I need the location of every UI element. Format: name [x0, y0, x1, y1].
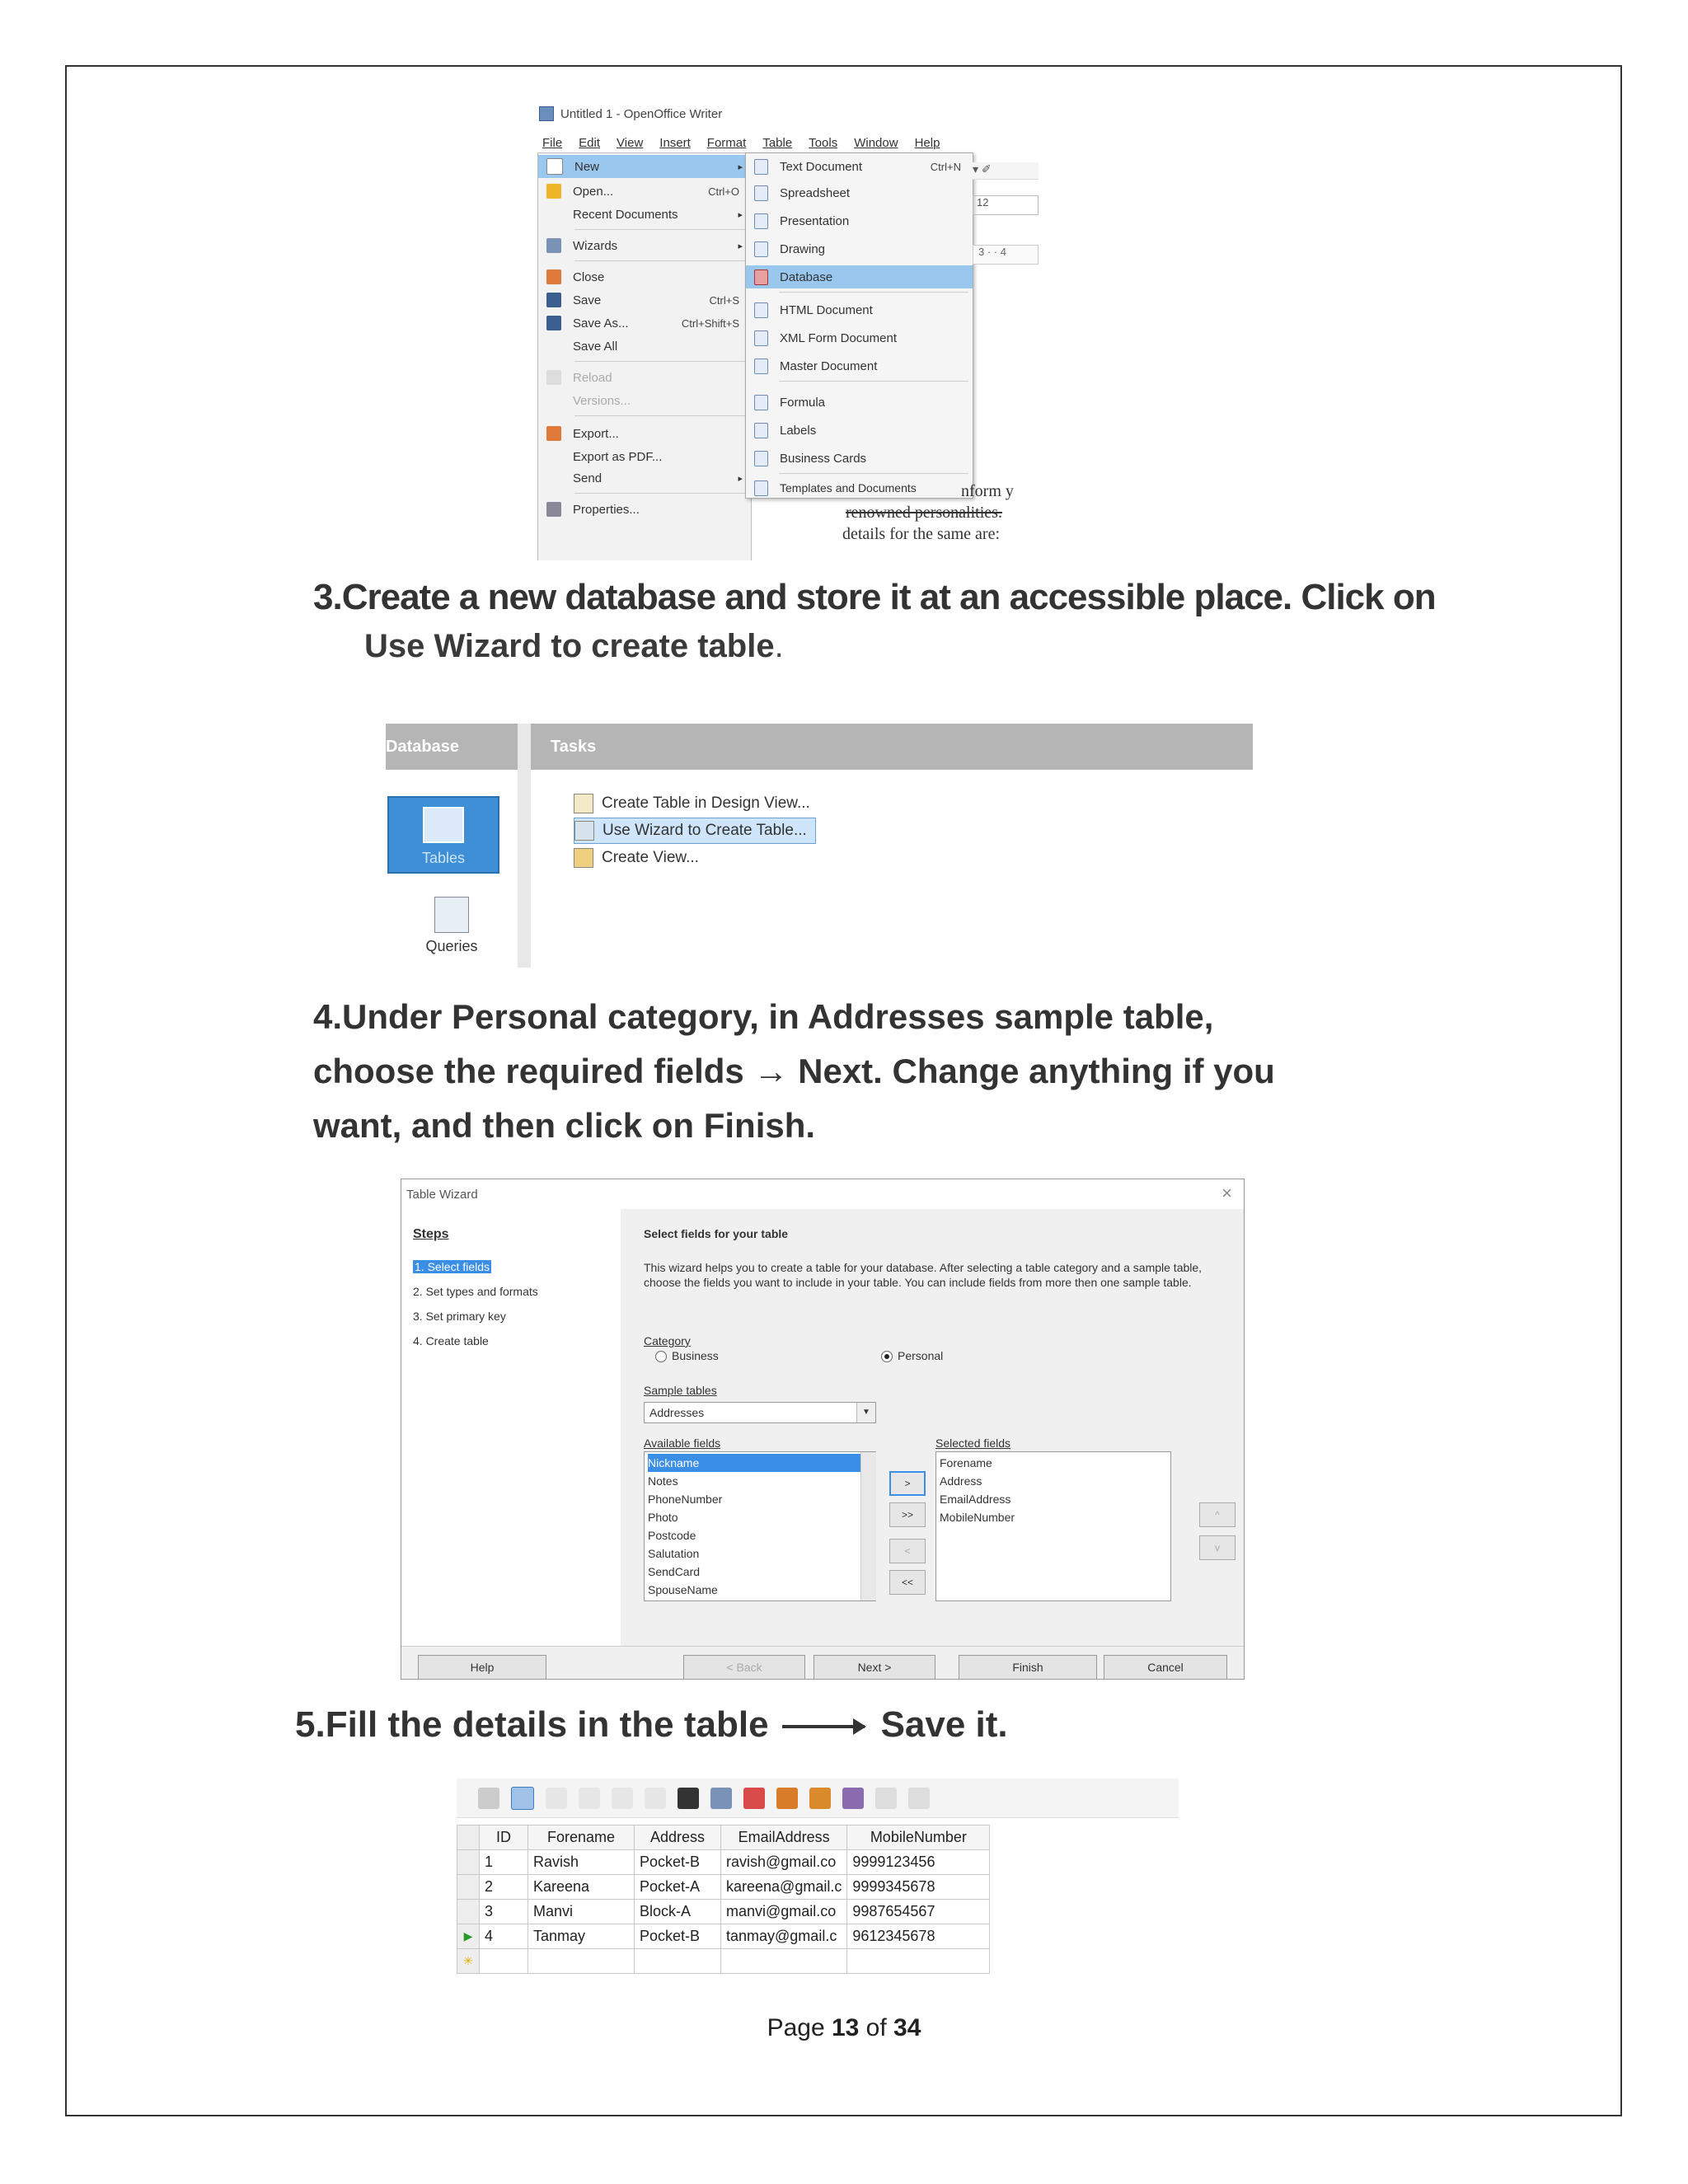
table-cell[interactable]: 9999345678: [847, 1875, 990, 1900]
table-cell[interactable]: 1: [480, 1850, 528, 1875]
tables-label: Tables: [421, 850, 466, 866]
selected-fields-list[interactable]: [935, 1451, 1171, 1601]
step5-save-text: Save it.: [880, 1704, 1008, 1745]
open-folder-icon: [546, 184, 561, 199]
export-icon: [546, 426, 561, 441]
menu-window[interactable]: Window: [854, 135, 898, 150]
table-cell[interactable]: kareena@gmail.c: [721, 1875, 847, 1900]
formula-icon: [754, 395, 768, 410]
list-item[interactable]: Postcode: [648, 1529, 696, 1542]
templates-icon: [754, 480, 768, 496]
database-icon: [754, 269, 768, 285]
menu-separator: [574, 260, 748, 261]
table-data-screenshot: [457, 1779, 1179, 2014]
step3-subheading: [364, 628, 784, 665]
file-menu-item-new[interactable]: New ▸: [538, 155, 751, 178]
column-header[interactable]: EmailAddress: [721, 1825, 847, 1850]
sort-ascending-icon[interactable]: [743, 1788, 765, 1809]
menu-separator: [574, 229, 748, 230]
document-body-text: [842, 480, 1043, 545]
table-cell[interactable]: manvi@gmail.co: [721, 1900, 847, 1924]
task-label: Create Table in Design View...: [602, 794, 810, 812]
table-cell[interactable]: tanmay@gmail.c: [721, 1924, 847, 1949]
page-number-prefix: Page: [767, 2014, 832, 2041]
xml-form-icon: [754, 330, 768, 346]
table-cell[interactable]: [528, 1949, 635, 1974]
move-up-button[interactable]: ^: [1199, 1502, 1236, 1527]
html-document-icon: [754, 302, 768, 318]
save-record-icon[interactable]: [478, 1788, 499, 1809]
doc-line-3: details for the same are:: [842, 525, 1001, 543]
menu-tools[interactable]: Tools: [809, 135, 838, 150]
table-cell[interactable]: Tanmay: [528, 1924, 635, 1949]
window-title-bar: [536, 103, 1043, 124]
master-document-icon: [754, 359, 768, 374]
autofilter-icon[interactable]: [842, 1788, 864, 1809]
file-menu-item-reload[interactable]: Reload: [538, 366, 751, 389]
remove-filter-icon[interactable]: [908, 1788, 930, 1809]
task-create-table-design[interactable]: [574, 791, 810, 816]
writer-app-icon: [539, 106, 554, 121]
new-row-marker[interactable]: ✳: [457, 1949, 480, 1974]
page-total: 34: [893, 2014, 921, 2041]
queries-tile[interactable]: [410, 897, 493, 963]
task-label: Use Wizard to Create Table...: [603, 822, 807, 839]
table-toolbar: [457, 1779, 1179, 1818]
menu-table[interactable]: Table: [762, 135, 793, 150]
business-label: Business: [672, 1349, 719, 1362]
list-item[interactable]: Notes: [648, 1474, 678, 1488]
page-number: [0, 2014, 1688, 2042]
font-size-box[interactable]: 12: [973, 195, 1039, 215]
file-menu-item-send[interactable]: Send ▸: [538, 466, 751, 490]
recent-icon: [546, 207, 561, 222]
list-item[interactable]: SendCard: [648, 1565, 701, 1578]
writer-toolbar-fragment: [973, 152, 1043, 400]
wizard-body: [621, 1209, 1244, 1646]
finish-button[interactable]: Finish: [959, 1655, 1097, 1680]
step5-text: 5.Fill the details in the table: [295, 1704, 769, 1745]
menu-separator: [574, 493, 748, 494]
next-button[interactable]: Next >: [814, 1655, 935, 1680]
file-menu-item-save-all[interactable]: Save All: [538, 335, 751, 358]
step4-line-1: 4.Under Personal category, in Addresses sample table,: [313, 997, 1214, 1036]
table-cell[interactable]: Pocket-B: [635, 1850, 721, 1875]
doc-line-2: renowned personalities.: [846, 504, 1002, 522]
table-cell[interactable]: [635, 1949, 721, 1974]
table-cell[interactable]: 9612345678: [847, 1924, 990, 1949]
table-cell[interactable]: Ravish: [528, 1850, 635, 1875]
new-submenu: [745, 152, 973, 499]
step-select-fields[interactable]: 1. Select fields: [415, 1260, 490, 1273]
table-icon: [423, 807, 464, 843]
list-item[interactable]: Nickname: [648, 1454, 872, 1472]
table-row: [457, 1875, 990, 1900]
new-item-business-cards[interactable]: Business Cards: [746, 447, 973, 470]
ruler: 3 · · 4: [973, 245, 1039, 265]
menu-view[interactable]: View: [617, 135, 644, 150]
spreadsheet-icon: [754, 185, 768, 201]
menu-bar: [536, 133, 1043, 152]
steps-heading: Steps: [413, 1227, 449, 1241]
step-create-table[interactable]: 4. Create table: [413, 1334, 489, 1347]
move-all-right-button[interactable]: >>: [889, 1502, 926, 1527]
wizard-icon: [574, 821, 594, 841]
table-cell[interactable]: Kareena: [528, 1875, 635, 1900]
page-number-of: of: [859, 2014, 894, 2041]
help-button[interactable]: Help: [418, 1655, 546, 1680]
new-item-text-document[interactable]: Text Document Ctrl+N: [746, 155, 973, 178]
new-item-labels[interactable]: Labels: [746, 419, 973, 442]
table-cell[interactable]: ravish@gmail.co: [721, 1850, 847, 1875]
table-cell[interactable]: 4: [480, 1924, 528, 1949]
save-all-icon: [546, 339, 561, 354]
menu-separator: [574, 415, 748, 416]
back-button[interactable]: < Back: [683, 1655, 805, 1680]
new-item-database[interactable]: Database: [746, 265, 973, 288]
menu-insert[interactable]: Insert: [659, 135, 691, 150]
column-header[interactable]: Forename: [528, 1825, 635, 1850]
step-set-primary-key[interactable]: 3. Set primary key: [413, 1310, 506, 1323]
table-cell[interactable]: [480, 1949, 528, 1974]
openoffice-menu-screenshot: [536, 103, 1043, 560]
menu-separator: [779, 473, 968, 474]
toolbar-dropdown[interactable]: ▾ ✐: [973, 162, 1039, 180]
presentation-icon: [754, 213, 768, 229]
table-row: [457, 1924, 990, 1949]
move-right-button[interactable]: >: [889, 1471, 926, 1496]
menu-separator: [574, 361, 748, 362]
menu-file[interactable]: File: [542, 135, 563, 150]
personal-radio[interactable]: [881, 1351, 893, 1362]
paste-icon[interactable]: [612, 1788, 633, 1809]
cut-icon[interactable]: [546, 1788, 567, 1809]
data-table: [457, 1825, 990, 1974]
menu-format[interactable]: Format: [706, 135, 747, 150]
column-header[interactable]: MobileNumber: [847, 1825, 990, 1850]
step3-heading: 3.Create a new database and store it at an accessible place. Click on: [313, 577, 1436, 617]
new-doc-icon: [546, 158, 563, 175]
close-icon[interactable]: ×: [1221, 1183, 1232, 1203]
wizard-icon: [546, 238, 561, 253]
view-icon: [574, 848, 593, 868]
cancel-button[interactable]: Cancel: [1104, 1655, 1227, 1680]
labels-icon: [754, 423, 768, 438]
personal-label: Personal: [898, 1349, 944, 1362]
form-icon[interactable]: [710, 1788, 732, 1809]
available-fields-label: Available fields: [644, 1436, 721, 1450]
move-left-button[interactable]: <: [889, 1539, 926, 1563]
file-menu-item-save-as[interactable]: Save As... Ctrl+Shift+S: [538, 312, 751, 335]
drawing-icon: [754, 241, 768, 257]
window-title: Untitled 1 - OpenOffice Writer: [560, 106, 723, 121]
list-item[interactable]: MobileNumber: [940, 1511, 1015, 1524]
file-menu-item-close[interactable]: Close: [538, 265, 751, 288]
table-cell[interactable]: 9987654567: [847, 1900, 990, 1924]
table-header-row: [457, 1825, 990, 1850]
reload-icon: [546, 370, 561, 385]
business-radio[interactable]: [655, 1351, 667, 1362]
row-marker[interactable]: [457, 1850, 480, 1875]
query-icon: [434, 897, 469, 933]
send-icon: [546, 471, 561, 485]
list-item[interactable]: EmailAddress: [940, 1493, 1011, 1506]
move-down-button[interactable]: v: [1199, 1535, 1236, 1560]
table-row-new: [457, 1949, 990, 1974]
pdf-icon: [546, 449, 561, 464]
right-arrow-icon: [782, 1725, 865, 1728]
find-icon[interactable]: [678, 1788, 699, 1809]
step3-subheading-text: Use Wizard to create table: [364, 628, 775, 664]
design-view-icon: [574, 794, 593, 813]
panel-divider: [518, 724, 531, 968]
menu-separator: [779, 381, 968, 382]
file-menu-item-wizards[interactable]: Wizards ▸: [538, 234, 751, 257]
task-label: Create View...: [602, 849, 699, 866]
save-icon: [546, 293, 561, 307]
close-doc-icon: [546, 269, 561, 284]
page-current: 13: [831, 2014, 860, 2041]
table-cell[interactable]: [721, 1949, 847, 1974]
file-menu-item-properties[interactable]: Properties...: [538, 498, 751, 521]
wizard-heading: Select fields for your table: [644, 1227, 789, 1240]
menu-edit[interactable]: Edit: [579, 135, 601, 150]
list-item[interactable]: Forename: [940, 1456, 992, 1469]
step4-line-2: choose the required fields → Next. Change anything if you: [313, 1052, 1275, 1090]
new-item-xml-form[interactable]: XML Form Document: [746, 326, 973, 349]
sort-descending-icon[interactable]: [776, 1788, 798, 1809]
sort-icon[interactable]: [809, 1788, 831, 1809]
new-item-drawing[interactable]: Drawing: [746, 237, 973, 260]
properties-icon: [546, 502, 561, 517]
tasks-header: Tasks: [531, 724, 1253, 770]
menu-help[interactable]: Help: [914, 135, 940, 150]
available-fields-scrollbar[interactable]: [860, 1452, 876, 1601]
table-cell[interactable]: 3: [480, 1900, 528, 1924]
doc-line-1: nform y: [961, 482, 1014, 500]
table-cell[interactable]: 2: [480, 1875, 528, 1900]
new-item-templates[interactable]: Templates and Documents: [746, 476, 973, 499]
file-menu-item-export[interactable]: Export...: [538, 422, 751, 445]
table-cell[interactable]: Pocket-B: [635, 1924, 721, 1949]
business-cards-icon: [754, 451, 768, 466]
table-cell[interactable]: Pocket-A: [635, 1875, 721, 1900]
wizard-description: This wizard helps you to create a table for your database. After selecting a table category and a sample table, choose the fields you want to include in your table. You can include fields from more then one sample table.: [644, 1261, 1203, 1289]
list-item[interactable]: Photo: [648, 1511, 678, 1524]
new-item-spreadsheet[interactable]: Spreadsheet: [746, 181, 973, 204]
category-label: Category: [644, 1334, 691, 1347]
step5-heading: [295, 1704, 1008, 1746]
list-item[interactable]: Salutation: [648, 1547, 700, 1560]
row-marker[interactable]: [457, 1900, 480, 1924]
task-use-wizard[interactable]: [574, 818, 816, 844]
move-all-left-button[interactable]: <<: [889, 1570, 926, 1595]
new-item-formula[interactable]: Formula: [746, 391, 973, 414]
menu-separator: [779, 292, 968, 293]
file-menu-item-save[interactable]: Save Ctrl+S: [538, 288, 751, 312]
database-header: Database: [386, 724, 518, 770]
file-menu-item-open[interactable]: Open... Ctrl+O: [538, 180, 751, 203]
available-fields-list[interactable]: [644, 1451, 876, 1601]
wizard-title-bar: [401, 1179, 1244, 1209]
refresh-icon[interactable]: [645, 1788, 666, 1809]
table-cell[interactable]: [847, 1949, 990, 1974]
new-item-html-document[interactable]: HTML Document: [746, 298, 973, 321]
row-marker[interactable]: [457, 1875, 480, 1900]
table-wizard-screenshot: [401, 1179, 1245, 1680]
wizard-button-bar: [401, 1646, 1244, 1680]
list-item[interactable]: PhoneNumber: [648, 1493, 723, 1506]
table-cell[interactable]: 9999123456: [847, 1850, 990, 1875]
column-header[interactable]: Address: [635, 1825, 721, 1850]
text-document-icon: [754, 159, 768, 175]
copy-icon[interactable]: [579, 1788, 600, 1809]
list-item[interactable]: Address: [940, 1474, 982, 1488]
task-create-view[interactable]: [574, 846, 699, 870]
versions-icon: [546, 393, 561, 408]
file-menu-item-versions[interactable]: Versions...: [538, 389, 751, 412]
edit-data-icon[interactable]: [511, 1787, 534, 1810]
wizard-title: Table Wizard: [406, 1187, 478, 1202]
selected-fields-label: Selected fields: [935, 1436, 1011, 1450]
queries-label: Queries: [425, 938, 478, 954]
tables-tile[interactable]: [387, 796, 499, 874]
row-header-corner: [457, 1825, 480, 1850]
standard-filter-icon[interactable]: [875, 1788, 897, 1809]
table-cell[interactable]: Block-A: [635, 1900, 721, 1924]
table-row: [457, 1850, 990, 1875]
step-set-types[interactable]: 2. Set types and formats: [413, 1285, 538, 1298]
sample-table-value: Addresses: [649, 1406, 705, 1419]
new-item-presentation[interactable]: Presentation: [746, 209, 973, 232]
current-row-marker[interactable]: ▶: [457, 1924, 480, 1949]
list-item[interactable]: SpouseName: [648, 1583, 718, 1596]
chevron-down-icon: ▼: [856, 1403, 875, 1422]
save-as-icon: [546, 316, 561, 330]
file-menu-item-recent[interactable]: Recent Documents ▸: [538, 203, 751, 226]
step3-period: .: [774, 628, 784, 664]
sample-tables-select[interactable]: [644, 1402, 876, 1423]
sample-tables-label: Sample tables: [644, 1384, 717, 1397]
column-header[interactable]: ID: [480, 1825, 528, 1850]
file-menu: [537, 152, 752, 560]
database-tasks-screenshot: [386, 724, 1253, 968]
step4-line-3: want, and then click on Finish.: [313, 1106, 816, 1145]
wizard-steps-panel: [401, 1209, 621, 1646]
new-item-master-document[interactable]: Master Document: [746, 354, 973, 377]
table-cell[interactable]: Manvi: [528, 1900, 635, 1924]
file-menu-item-export-pdf[interactable]: Export as PDF...: [538, 445, 751, 468]
table-row: [457, 1900, 990, 1924]
